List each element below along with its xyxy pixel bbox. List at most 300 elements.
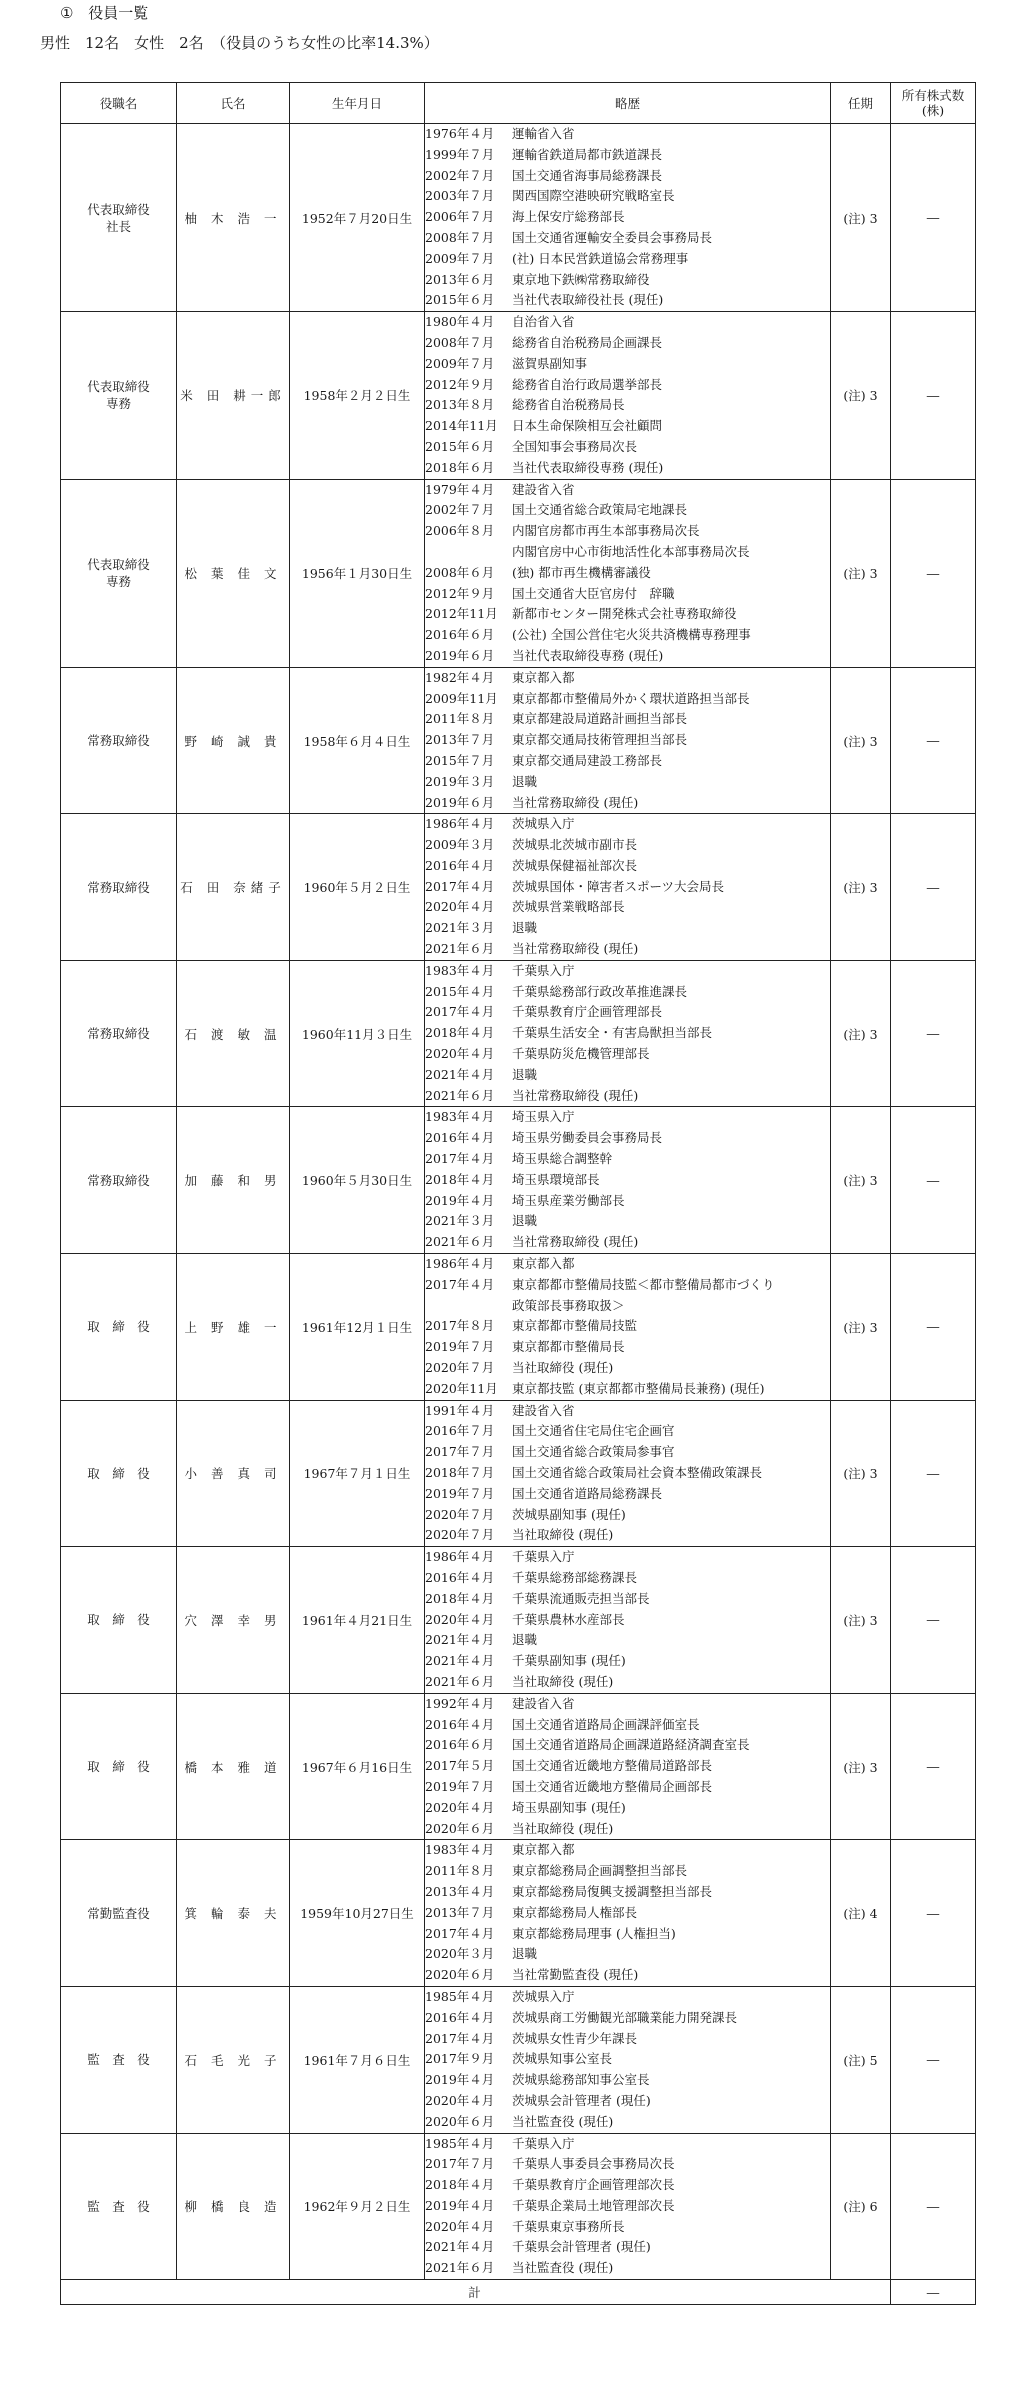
career-date: 2016年６月 — [425, 1737, 495, 1753]
officers-table — [60, 82, 976, 2305]
career-date: 2019年７月 — [425, 1778, 495, 1794]
officer-term: (注) 3 — [831, 1254, 891, 1401]
officer-shares: ― — [891, 312, 976, 479]
career-date: 2017年４月 — [425, 1151, 495, 1167]
career-description: 東京都総務局理事 (人権担当) — [512, 1925, 676, 1941]
officer-term: (注) 3 — [831, 814, 891, 961]
career-date: 2016年４月 — [425, 1716, 495, 1732]
career-entry — [425, 1715, 830, 1736]
career-date: 2018年４月 — [425, 1171, 495, 1187]
career-entry — [425, 2049, 830, 2070]
career-entry — [425, 1672, 830, 1693]
career-date: 2017年７月 — [425, 2156, 495, 2172]
career-entry — [425, 1191, 830, 1212]
career-date: 2009年７月 — [425, 250, 495, 266]
career-entry — [425, 228, 830, 249]
career-description: 千葉県会計管理者 (現任) — [512, 2239, 651, 2255]
career-date: 2017年７月 — [425, 1444, 495, 1460]
career-date: 2013年８月 — [425, 397, 495, 413]
career-date: 2008年７月 — [425, 334, 495, 350]
career-entry — [425, 186, 830, 207]
officer-career — [425, 1986, 831, 2133]
career-entry — [425, 856, 830, 877]
career-description: 茨城県女性青少年課長 — [512, 2030, 638, 2046]
officer-shares: ― — [891, 1547, 976, 1694]
officer-title: 代表取締役 専務 — [61, 479, 177, 667]
career-entry — [425, 1379, 830, 1400]
career-entry — [425, 395, 830, 416]
career-entry — [425, 1296, 830, 1317]
career-date: 2021年６月 — [425, 1087, 495, 1103]
officer-title: 取 締 役 — [61, 1693, 177, 1840]
career-description: 当社取締役 (現任) — [512, 1673, 614, 1689]
career-description: 退職 — [512, 1632, 538, 1648]
career-entry — [425, 1987, 830, 2008]
career-description: 茨城県入庁 — [512, 816, 575, 832]
career-description: 当社代表取締役専務 (現任) — [512, 647, 664, 663]
table-row — [61, 667, 976, 814]
career-description: 当社常務取締役 (現任) — [512, 1087, 639, 1103]
officer-term: (注) 3 — [831, 1107, 891, 1254]
career-description: 千葉県農林水産部長 — [512, 1611, 625, 1627]
officer-birthdate: 1962年９月２日生 — [290, 2133, 425, 2280]
officer-shares: ― — [891, 1693, 976, 1840]
career-date: 2021年６月 — [425, 1673, 495, 1689]
career-entry — [425, 1568, 830, 1589]
officer-career — [425, 479, 831, 667]
career-entry — [425, 1023, 830, 1044]
career-date: 2018年６月 — [425, 459, 495, 475]
career-description: 東京都都市整備局外かく環状道路担当部長 — [512, 690, 750, 706]
career-date — [425, 542, 512, 563]
career-description: (社) 日本民営鉄道協会常務理事 — [512, 250, 689, 266]
header-birth: 生年月日 — [290, 83, 425, 124]
career-date: 2016年４月 — [425, 2009, 495, 2025]
career-entry — [425, 1401, 830, 1422]
career-description: 当社代表取締役専務 (現任) — [512, 459, 664, 475]
career-description: 退職 — [512, 1946, 538, 1962]
career-date: 2021年６月 — [425, 941, 495, 957]
career-entry — [425, 1505, 830, 1526]
career-description: 内閣官房中心市街地活性化本部事務局次長 — [512, 543, 750, 559]
header-shares: 所有株式数 (株) — [891, 83, 976, 124]
career-date: 2016年４月 — [425, 857, 495, 873]
career-date: 2017年４月 — [425, 878, 495, 894]
career-entry — [425, 437, 830, 458]
career-date: 1999年７月 — [425, 146, 495, 162]
career-description: 国土交通省近畿地方整備局道路部長 — [512, 1758, 713, 1774]
officer-term: (注) 3 — [831, 1693, 891, 1840]
career-description: 退職 — [512, 920, 538, 936]
career-description: 茨城県副知事 (現任) — [512, 1506, 626, 1522]
officer-career — [425, 1254, 831, 1401]
career-entry — [425, 2091, 830, 2112]
table-row — [61, 2133, 976, 2280]
career-entry — [425, 1924, 830, 1945]
career-entry — [425, 2008, 830, 2029]
career-description: 建設省入省 — [512, 481, 575, 497]
officer-shares: ― — [891, 667, 976, 814]
career-description: 当社監査役 (現任) — [512, 2113, 614, 2129]
career-date: 2016年６月 — [425, 627, 495, 643]
career-date: 2018年４月 — [425, 1025, 495, 1041]
career-description: 新都市センター開発株式会社専務取締役 — [512, 606, 737, 622]
career-description: 国土交通省道路局総務課長 — [512, 1485, 663, 1501]
career-description: 茨城県会計管理者 (現任) — [512, 2092, 651, 2108]
officer-name: 松 葉 佳 文 — [177, 479, 290, 667]
career-description: 埼玉県入庁 — [512, 1109, 575, 1125]
career-description: 退職 — [512, 1066, 538, 1082]
career-entry — [425, 290, 830, 311]
career-entry — [425, 2237, 830, 2258]
career-entry — [425, 939, 830, 960]
career-description: 茨城県入庁 — [512, 1988, 575, 2004]
career-entry — [425, 500, 830, 521]
career-entry — [425, 772, 830, 793]
career-date: 1986年４月 — [425, 1256, 495, 1272]
officer-name: 橋 本 雅 道 — [177, 1693, 290, 1840]
career-entry — [425, 416, 830, 437]
career-entry — [425, 814, 830, 835]
career-entry — [425, 918, 830, 939]
career-date: 2020年６月 — [425, 2113, 495, 2129]
gender-summary: 男性 12名 女性 2名 （役員のうち女性の比率14.3%） — [40, 34, 439, 52]
career-description: 国土交通省近畿地方整備局企画部長 — [512, 1778, 713, 1794]
officer-term: (注) 3 — [831, 1400, 891, 1547]
career-date: 2019年４月 — [425, 2197, 495, 2213]
career-date: 2016年４月 — [425, 1569, 495, 1585]
career-date: 1985年４月 — [425, 2135, 495, 2151]
career-entry — [425, 668, 830, 689]
career-entry — [425, 1944, 830, 1965]
career-description: 国土交通省総合政策局参事官 — [512, 1444, 675, 1460]
career-entry — [425, 166, 830, 187]
career-description: 千葉県企業局土地管理部次長 — [512, 2197, 675, 2213]
career-description: 埼玉県環境部長 — [512, 1171, 600, 1187]
career-entry — [425, 604, 830, 625]
section-title: 役員一覧 — [88, 4, 149, 22]
officer-career — [425, 1400, 831, 1547]
career-entry — [425, 897, 830, 918]
career-date: 2021年４月 — [425, 1653, 495, 1669]
officer-shares: ― — [891, 960, 976, 1107]
career-description: (公社) 全国公営住宅火災共済機構専務理事 — [512, 627, 751, 643]
career-date: 1979年４月 — [425, 481, 495, 497]
career-entry — [425, 1589, 830, 1610]
career-description: 運輸省鉄道局都市鉄道課長 — [512, 146, 663, 162]
career-date: 2013年７月 — [425, 732, 495, 748]
officer-career — [425, 124, 831, 312]
officer-career — [425, 1107, 831, 1254]
career-description: (独) 都市再生機構審議役 — [512, 564, 651, 580]
career-entry — [425, 312, 830, 333]
career-date: 2008年７月 — [425, 229, 495, 245]
career-date: 2002年７月 — [425, 167, 495, 183]
career-description: 東京都総務局人権部長 — [512, 1904, 638, 1920]
career-entry — [425, 542, 830, 563]
officer-birthdate: 1961年７月６日生 — [290, 1986, 425, 2133]
career-description: 千葉県入庁 — [512, 2135, 575, 2151]
career-entry — [425, 1002, 830, 1023]
career-description: 国土交通省大臣官房付 辞職 — [512, 585, 675, 601]
career-entry — [425, 1965, 830, 1986]
officer-term: (注) 6 — [831, 2133, 891, 2280]
career-entry — [425, 1254, 830, 1275]
officer-career — [425, 2133, 831, 2280]
career-entry — [425, 480, 830, 501]
officer-shares: ― — [891, 1840, 976, 1987]
career-entry — [425, 249, 830, 270]
career-date: 2020年４月 — [425, 2218, 495, 2234]
career-description: 東京都建設局道路計画担当部長 — [512, 711, 688, 727]
career-description: 千葉県入庁 — [512, 962, 575, 978]
officer-name: 石 毛 光 子 — [177, 1986, 290, 2133]
career-description: 内閣官房都市再生本部事務局次長 — [512, 523, 700, 539]
table-row — [61, 1254, 976, 1401]
career-date: 2020年４月 — [425, 2092, 495, 2108]
table-row — [61, 814, 976, 961]
career-entry — [425, 2029, 830, 2050]
officer-title: 代表取締役 社長 — [61, 124, 177, 312]
career-date: 2018年７月 — [425, 1465, 495, 1480]
career-date: 2013年７月 — [425, 1904, 495, 1920]
career-description: 自治省入省 — [512, 314, 575, 330]
career-description: 東京都都市整備局技監＜都市整備局都市づくり — [512, 1276, 775, 1292]
officer-title: 代表取締役 専務 — [61, 312, 177, 479]
table-row — [61, 1840, 976, 1987]
career-entry — [425, 1463, 830, 1484]
career-entry — [425, 1484, 830, 1505]
career-description: 千葉県総務部行政改革推進課長 — [512, 983, 688, 999]
officer-title: 常務取締役 — [61, 1107, 177, 1254]
officer-term: (注) 3 — [831, 312, 891, 479]
career-date: 1983年４月 — [425, 1842, 495, 1858]
career-description: 国土交通省総合政策局社会資本整備政策課長 — [512, 1465, 763, 1480]
career-description: 茨城県総務部知事公室長 — [512, 2072, 650, 2088]
career-date: 2021年４月 — [425, 1632, 495, 1648]
career-date: 2013年４月 — [425, 1883, 495, 1899]
officer-term: (注) 3 — [831, 1547, 891, 1694]
career-description: 当社監査役 (現任) — [512, 2260, 614, 2276]
career-date: 2018年４月 — [425, 1590, 495, 1606]
officer-birthdate: 1952年７月20日生 — [290, 124, 425, 312]
officer-birthdate: 1960年５月２日生 — [290, 814, 425, 961]
career-date: 2020年４月 — [425, 1799, 495, 1815]
career-date: 2021年４月 — [425, 1066, 495, 1082]
career-description: 国土交通省道路局企画課評価室長 — [512, 1716, 700, 1732]
career-date: 2021年６月 — [425, 2260, 495, 2276]
career-date: 2013年６月 — [425, 271, 495, 287]
career-date: 2019年６月 — [425, 647, 495, 663]
officer-birthdate: 1956年１月30日生 — [290, 479, 425, 667]
career-entry — [425, 2070, 830, 2091]
career-entry — [425, 1610, 830, 1631]
career-date: 2011年８月 — [425, 1863, 495, 1879]
career-date: 2020年11月 — [425, 1380, 498, 1396]
career-description: 東京都交通局建設工務部長 — [512, 752, 663, 768]
career-description: 全国知事会事務局次長 — [512, 438, 638, 454]
officer-title: 取 締 役 — [61, 1547, 177, 1694]
career-entry — [425, 1107, 830, 1128]
career-entry — [425, 1421, 830, 1442]
career-entry — [425, 1086, 830, 1107]
career-description: 千葉県総務部総務課長 — [512, 1569, 638, 1585]
career-date: 1992年４月 — [425, 1695, 495, 1711]
career-description: 建設省入省 — [512, 1695, 575, 1711]
career-entry — [425, 1903, 830, 1924]
career-description: 千葉県東京事務所長 — [512, 2218, 625, 2234]
career-date: 2012年11月 — [425, 606, 498, 622]
officer-name: 石 田 奈緒子 — [177, 814, 290, 961]
officer-career — [425, 1840, 831, 1987]
career-entry — [425, 1840, 830, 1861]
officer-birthdate: 1961年４月21日生 — [290, 1547, 425, 1694]
career-date: 2017年４月 — [425, 1925, 495, 1941]
career-entry — [425, 458, 830, 479]
officer-shares: ― — [891, 479, 976, 667]
career-entry — [425, 1442, 830, 1463]
officer-title: 取 締 役 — [61, 1400, 177, 1547]
officer-career — [425, 814, 831, 961]
career-date: 2021年６月 — [425, 1234, 495, 1250]
career-date: 2016年４月 — [425, 1130, 495, 1146]
career-description: 当社取締役 (現任) — [512, 1360, 614, 1376]
career-description: 当社常務取締役 (現任) — [512, 794, 639, 810]
career-entry — [425, 1882, 830, 1903]
career-date: 2002年７月 — [425, 502, 495, 518]
career-date: 2021年３月 — [425, 920, 495, 936]
career-entry — [425, 730, 830, 751]
career-date: 2020年４月 — [425, 899, 495, 915]
career-date: 2012年９月 — [425, 585, 495, 601]
table-row — [61, 124, 976, 312]
career-entry — [425, 375, 830, 396]
career-entry — [425, 584, 830, 605]
career-description: 茨城県保健福祉部次長 — [512, 857, 638, 873]
table-row — [61, 312, 976, 479]
career-date: 1980年４月 — [425, 314, 495, 330]
career-description: 当社常勤監査役 (現任) — [512, 1967, 639, 1983]
career-entry — [425, 2154, 830, 2175]
career-description: 国土交通省運輸安全委員会事務局長 — [512, 229, 713, 245]
officer-term: (注) 3 — [831, 479, 891, 667]
officer-birthdate: 1959年10月27日生 — [290, 1840, 425, 1987]
officer-term: (注) 3 — [831, 124, 891, 312]
career-description: 総務省自治税務局企画課長 — [512, 334, 663, 350]
career-date: 2020年３月 — [425, 1946, 495, 1962]
career-description: 茨城県国体・障害者スポーツ大会局長 — [512, 878, 725, 894]
officer-name: 上 野 雄 一 — [177, 1254, 290, 1401]
career-description: 総務省自治税務局長 — [512, 397, 625, 413]
career-description: 茨城県営業戦略部長 — [512, 899, 625, 915]
officer-career — [425, 312, 831, 479]
career-entry — [425, 1630, 830, 1651]
career-date: 1986年４月 — [425, 1549, 495, 1565]
officer-shares: ― — [891, 1986, 976, 2133]
officer-title: 監 査 役 — [61, 2133, 177, 2280]
officer-name: 石 渡 敏 温 — [177, 960, 290, 1107]
career-date: 1982年４月 — [425, 669, 495, 685]
career-entry — [425, 124, 830, 145]
officer-title: 常務取締役 — [61, 960, 177, 1107]
career-date: 2017年４月 — [425, 1276, 495, 1292]
career-date — [425, 1296, 512, 1317]
officer-shares: ― — [891, 1400, 976, 1547]
career-entry — [425, 1819, 830, 1840]
officer-name: 柚 木 浩 一 — [177, 124, 290, 312]
career-description: 千葉県教育庁企画管理部次長 — [512, 2177, 675, 2193]
career-entry — [425, 563, 830, 584]
career-entry — [425, 145, 830, 166]
header-name: 氏名 — [177, 83, 290, 124]
career-entry — [425, 1358, 830, 1379]
career-description: 千葉県流通販売担当部長 — [512, 1590, 650, 1606]
career-entry — [425, 1756, 830, 1777]
career-date: 2017年４月 — [425, 1004, 495, 1020]
officer-term: (注) 3 — [831, 960, 891, 1107]
career-description: 千葉県防災危機管理部長 — [512, 1046, 650, 1062]
career-description: 当社常務取締役 (現任) — [512, 1234, 639, 1250]
career-date: 2015年７月 — [425, 752, 495, 768]
officer-career — [425, 1547, 831, 1694]
career-description: 政策部長事務取扱＞ — [512, 1297, 625, 1313]
career-date: 2019年３月 — [425, 773, 495, 789]
career-description: 東京都総務局企画調整担当部長 — [512, 1863, 688, 1879]
section-heading — [60, 2, 148, 23]
table-row — [61, 1400, 976, 1547]
officer-title: 常勤監査役 — [61, 1840, 177, 1987]
career-date: 1983年４月 — [425, 1109, 495, 1125]
table-row — [61, 1107, 976, 1254]
section-number: ① — [60, 4, 74, 22]
officer-career — [425, 667, 831, 814]
career-date: 2020年４月 — [425, 1046, 495, 1062]
career-entry — [425, 2175, 830, 2196]
career-date: 2019年７月 — [425, 1485, 495, 1501]
career-date: 2019年４月 — [425, 2072, 495, 2088]
officer-birthdate: 1958年６月４日生 — [290, 667, 425, 814]
career-description: 東京都総務局復興支援調整担当部長 — [512, 1883, 713, 1899]
officer-shares: ― — [891, 1107, 976, 1254]
career-description: 東京都入都 — [512, 1842, 575, 1858]
career-entry — [425, 354, 830, 375]
career-description: 建設省入省 — [512, 1402, 575, 1418]
officer-shares: ― — [891, 814, 976, 961]
career-description: 総務省自治行政局選挙部長 — [512, 376, 663, 392]
career-entry — [425, 1149, 830, 1170]
career-entry — [425, 1735, 830, 1756]
career-description: 退職 — [512, 1213, 538, 1229]
career-entry — [425, 333, 830, 354]
career-description: 当社常務取締役 (現任) — [512, 941, 639, 957]
career-entry — [425, 2134, 830, 2155]
career-description: 当社取締役 (現任) — [512, 1820, 614, 1836]
career-date: 2008年６月 — [425, 564, 495, 580]
career-entry — [425, 1128, 830, 1149]
career-entry — [425, 2112, 830, 2133]
officer-name: 加 藤 和 男 — [177, 1107, 290, 1254]
career-description: 千葉県生活安全・有害鳥獣担当部長 — [512, 1025, 713, 1041]
career-description: 国土交通省総合政策局宅地課長 — [512, 502, 688, 518]
career-description: 関西国際空港映研究戦略室長 — [512, 188, 675, 204]
career-description: 東京都入都 — [512, 1256, 575, 1272]
career-entry — [425, 709, 830, 730]
table-row — [61, 1986, 976, 2133]
career-description: 東京都都市整備局技監 — [512, 1318, 638, 1334]
career-entry — [425, 1694, 830, 1715]
officer-birthdate: 1967年６月16日生 — [290, 1693, 425, 1840]
officer-term: (注) 4 — [831, 1840, 891, 1987]
